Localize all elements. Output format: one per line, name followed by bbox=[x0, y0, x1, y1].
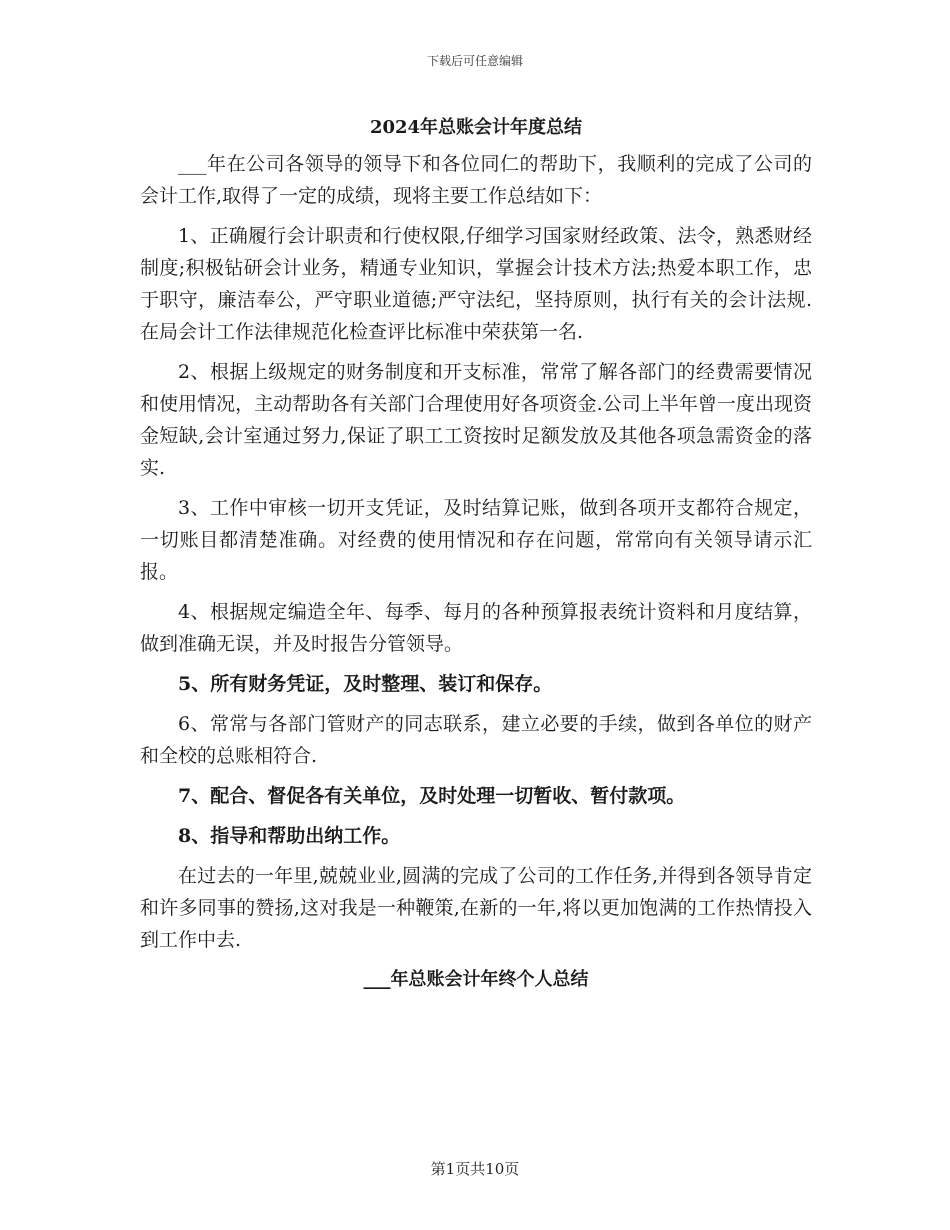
paragraph-item-7: 7、配合、督促各有关单位，及时处理一切暂收、暂付款项。 bbox=[178, 785, 686, 807]
paragraph-item-4: 4、根据规定编造全年、每季、每月的各种预算报表统计资料和月度结算，做到准确无误，并及时报告分管领导。 bbox=[140, 601, 812, 655]
document-body bbox=[140, 108, 812, 996]
paragraph-intro: ___年在公司各领导的领导下和各位同仁的帮助下，我顺利的完成了公司的会计工作,取得了一定的成绩，现将主要工作总结如下： bbox=[140, 153, 812, 207]
section-subtitle: ___年总账会计年终个人总结 bbox=[363, 969, 589, 990]
paragraph-item-5: 5、所有财务凭证，及时整理、装订和保存。 bbox=[178, 673, 553, 695]
paragraph-item-3: 3、工作中审核一切开支凭证，及时结算记账，做到各项开支都符合规定，一切账目都清楚准确。对经费的使用情况和存在问题，常常向有关领导请示汇报。 bbox=[140, 497, 812, 583]
paragraph-item-6: 6、常常与各部门管财产的同志联系，建立必要的手续，做到各单位的财产和全校的总账相符合. bbox=[140, 713, 812, 767]
paragraph-item-8: 8、指导和帮助出纳工作。 bbox=[178, 825, 401, 847]
paragraph-conclusion: 在过去的一年里,兢兢业业,圆满的完成了公司的工作任务,并得到各领导肯定和许多同事的赞扬,这对我是一种鞭策,在新的一年,将以更加饱满的工作热情投入到工作中去. bbox=[140, 865, 812, 951]
paragraph-item-2: 2、根据上级规定的财务制度和开支标准，常常了解各部门的经费需要情况和使用情况，主动帮助各有关部门合理使用好各项资金.公司上半年曾一度出现资金短缺,会计室通过努力,保证了职工工资按时足额发放及其他各项急需资金的落实. bbox=[140, 361, 812, 479]
header-note: 下载后可任意编辑 bbox=[426, 54, 523, 68]
page-number: 第1页共10页 bbox=[430, 1160, 520, 1178]
document-title: 2024年总账会计年度总结 bbox=[369, 117, 583, 138]
paragraph-item-1: 1、正确履行会计职责和行使权限,仔细学习国家财经政策、法令，熟悉财经制度;积极钻研会计业务，精通专业知识，掌握会计技术方法;热爱本职工作，忠于职守，廉洁奉公，严守职业道德;严守法纪，坚持原则，执行有关的会计法规.在局会计工作法律规范化检查评比标准中荣获第一名. bbox=[140, 225, 812, 343]
